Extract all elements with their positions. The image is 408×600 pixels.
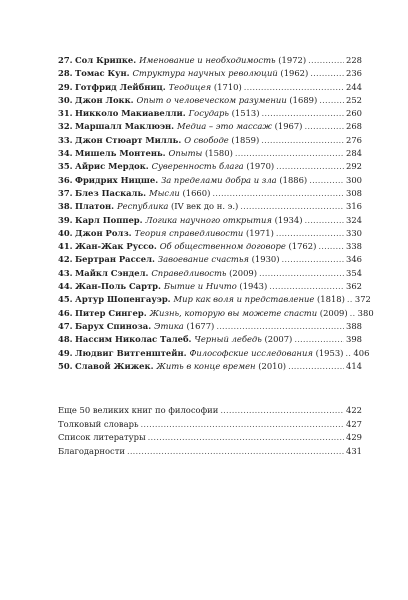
entry-number: 30. [58,94,73,105]
entry-number: 31. [58,108,73,119]
entry-work-title: Теодицея [168,81,212,92]
toc-entry [58,214,362,227]
toc-entry [58,253,362,266]
entry-page-number: 228 [346,55,362,65]
toc-entry [58,120,362,133]
dot-leader [220,404,344,418]
entry-author: Бертран Рассел. [75,254,155,265]
entry-number: 35. [58,161,73,172]
toc-entry [58,134,362,147]
entry-work-title: За пределами добра и зла [161,174,277,185]
dot-leader [318,240,344,253]
entry-author: Людвиг Витгенштейн. [75,347,187,358]
entry-year: (1971) [245,227,274,238]
entry-year: (1762) [288,241,317,252]
back-matter-list [58,404,362,458]
back-matter-entry [58,445,362,459]
dot-leader [310,67,344,80]
toc-entry [58,54,362,67]
entry-number: 43. [58,267,73,278]
entry-work-title: Суверенность блага [151,161,244,172]
entry-author: Готфрид Лейбниц. [75,81,166,92]
entry-page-number: 398 [346,334,362,345]
entry-author: Платон. [75,201,115,212]
entry-page-number: 252 [346,94,362,105]
back-matter-page-number: 427 [346,418,362,429]
entry-number: 50. [58,360,73,371]
dot-leader [127,445,344,459]
entry-work-title: Структура научных революций [132,68,278,79]
entry-work-title: Мысли [149,187,180,198]
entry-year: (2007) [264,334,293,345]
toc-entry [58,227,362,240]
toc-entry [58,293,371,306]
entry-work-title: Жить в конце времен [156,360,256,371]
toc-entry [58,347,370,360]
toc-entry [58,94,362,107]
entry-work-title: Философские исследования [189,347,313,358]
entry-number: 48. [58,334,73,345]
entry-page-number: 244 [346,81,362,92]
entry-number: 45. [58,294,73,305]
entry-work-title: Черный лебедь [194,334,262,345]
entry-page-number: 324 [346,214,362,225]
toc-entry [58,187,362,200]
entry-page-number: 268 [346,121,362,132]
dot-leader [345,347,351,360]
dot-leader [216,320,344,333]
toc-entry [58,174,362,187]
entry-page-number: 354 [346,267,362,278]
entry-number: 38. [58,201,73,212]
toc-entry [58,360,362,373]
entry-number: 36. [58,174,73,185]
back-matter-title: Толковый словарь [58,418,139,429]
entry-work-title: Жизнь, которую вы можете спасти [149,307,318,318]
toc-entry [58,333,362,346]
entry-page-number: 414 [346,360,362,371]
entry-year: (1970) [246,161,275,172]
dot-leader [261,134,344,147]
toc-entry [58,320,362,333]
dot-leader [309,174,344,187]
dot-leader [288,360,344,373]
entry-work-title: Завоевание счастья [157,254,249,265]
dot-leader [148,431,344,445]
back-matter-page-number: 431 [346,445,362,456]
entry-author: Айрис Мердок. [75,161,149,172]
entry-year: (1513) [231,108,260,119]
back-matter-title: Еще 50 великих книг по философии [58,405,219,415]
dot-leader [304,214,344,227]
entry-page-number: 300 [346,174,362,185]
dot-leader [235,147,344,160]
dot-leader [276,160,344,173]
dot-leader [319,94,344,107]
back-matter-page-number: 422 [346,405,362,415]
entry-author: Нассим Николас Талеб. [75,334,192,345]
entry-year: (1859) [231,134,260,145]
entry-year: (1689) [289,94,318,105]
entry-work-title: Об общественном договоре [159,241,286,252]
dot-leader [212,187,344,200]
entry-author: Джон Локк. [75,94,134,105]
entry-page-number: 388 [346,320,362,331]
entry-year: (1943) [239,281,268,292]
back-matter-title: Благодарности [58,445,125,456]
entry-page-number: 338 [346,241,362,252]
entry-number: 34. [58,148,73,159]
entry-number: 46. [58,307,73,318]
entry-work-title: Мир как воля и представление [173,294,315,305]
entry-page-number: 362 [346,281,362,292]
entry-page-number: 292 [346,161,362,172]
entry-work-title: Справедливость [151,267,227,278]
dot-leader [259,267,344,280]
toc-entry [58,107,362,120]
toc-entry [58,81,362,94]
entry-page-number: 236 [346,68,362,79]
entry-number: 28. [58,68,73,79]
entry-author: Карл Поппер. [75,214,143,225]
entry-year: (1580) [205,148,233,159]
entry-number: 39. [58,214,73,225]
entry-author: Блез Паскаль. [75,187,147,198]
entry-work-title: Государь [188,108,229,119]
dot-leader [244,81,344,94]
toc-entry [58,280,362,293]
back-matter-page-number: 429 [346,432,362,442]
entry-author: Фридрих Ницше. [75,174,159,185]
entry-author: Мишель Монтень. [75,148,166,159]
entry-number: 27. [58,55,73,65]
toc-entry [58,160,362,173]
entry-author: Томас Кун. [75,68,130,79]
entry-author: Джон Ролз. [75,227,132,238]
entry-year: (1660) [182,187,211,198]
entry-page-number: 380 [357,307,374,318]
entry-number: 49. [58,347,73,358]
dot-leader [308,54,344,67]
entry-page-number: 260 [346,108,362,119]
back-matter-entry [58,404,362,418]
entry-page-number: 406 [353,347,370,358]
entry-author: Славой Жижек. [75,360,154,371]
entry-number: 40. [58,227,73,238]
entry-work-title: Именование и необходимость [139,55,276,65]
dot-leader [282,253,344,266]
back-matter-entry [58,431,362,445]
entry-author: Майкл Сэндел. [75,267,149,278]
entry-page-number: 316 [346,201,362,212]
entry-author: Сол Крипке. [75,55,137,65]
entry-year: (1677) [186,320,215,331]
entry-page-number: 346 [346,254,362,265]
toc-entry [58,307,374,320]
entry-author: Питер Сингер. [75,307,147,318]
entry-number: 33. [58,134,73,145]
back-matter-entry [58,418,362,432]
dot-leader [276,227,344,240]
entry-year: (1886) [279,174,308,185]
entry-author: Артур Шопенгауэр. [75,294,171,305]
entry-work-title: Теория справедливости [134,227,244,238]
entry-author: Джон Стюарт Милль. [75,134,182,145]
entry-year: (1962) [280,68,309,79]
entry-year: (1930) [251,254,280,265]
entry-work-title: Логика научного открытия [145,214,272,225]
entry-number: 29. [58,81,73,92]
entry-year: (1710) [213,81,242,92]
toc-entry [58,240,362,253]
entry-page-number: 284 [346,148,362,159]
entry-year: (1972) [278,55,307,65]
toc-entry [58,267,362,280]
dot-leader [294,333,344,346]
entry-work-title: Бытие и Ничто [163,281,237,292]
entry-page-number: 276 [346,134,362,145]
entry-work-title: О свободе [184,134,229,145]
entry-work-title: Опыты [168,148,203,159]
entry-number: 41. [58,241,73,252]
toc-entry [58,147,362,160]
table-of-contents [58,54,374,373]
entry-year: (2009) [229,267,257,278]
dot-leader [141,418,344,432]
entry-year: (IV век до н. э.) [171,201,239,212]
entry-work-title: Медиа – это массаж [177,121,272,132]
dot-leader [269,280,344,293]
entry-author: Барух Спиноза. [75,320,152,331]
entry-author: Маршалл Маклюэн. [75,121,175,132]
dot-leader [304,120,344,133]
entry-work-title: Этика [154,320,184,331]
entry-year: (1818) [317,294,345,305]
entry-number: 32. [58,121,73,132]
entry-number: 47. [58,320,73,331]
entry-page-number: 372 [354,294,371,305]
entry-author: Никколо Макиавелли. [75,108,186,119]
entry-number: 44. [58,281,73,292]
entry-number: 42. [58,254,73,265]
entry-year: (2009) [319,307,348,318]
entry-work-title: Опыт о человеческом разумении [136,94,287,105]
entry-page-number: 308 [346,187,362,198]
dot-leader [240,200,344,213]
entry-year: (1967) [274,121,303,132]
entry-year: (2010) [258,360,287,371]
entry-number: 37. [58,187,73,198]
dot-leader [262,107,345,120]
toc-entry [58,67,362,80]
toc-entry [58,200,362,213]
dot-leader [350,307,356,320]
entry-author: Жан-Поль Сартр. [75,281,161,292]
back-matter-title: Список литературы [58,432,146,442]
entry-work-title: Республика [116,201,169,212]
entry-year: (1953) [315,347,344,358]
dot-leader [347,293,353,306]
entry-year: (1934) [274,214,303,225]
entry-author: Жан-Жак Руссо. [75,241,157,252]
entry-page-number: 330 [346,227,362,238]
